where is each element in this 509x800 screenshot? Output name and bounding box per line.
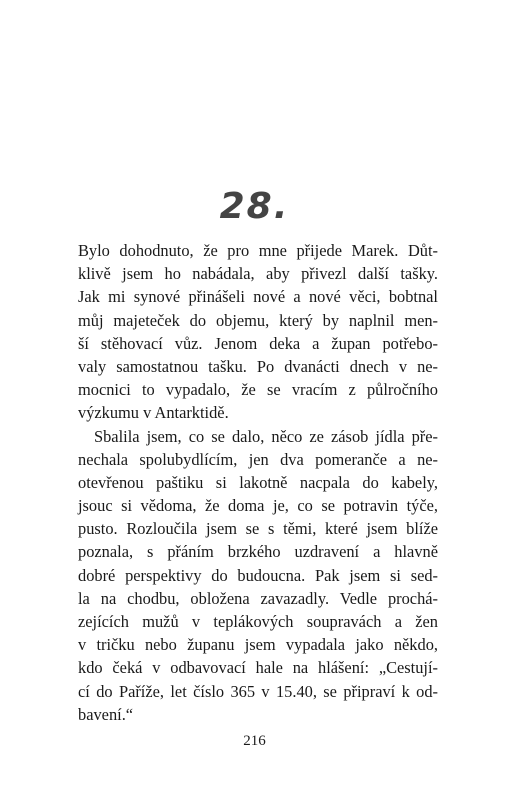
text-line: poznala, s přáním brzkého uzdravení a hlavně	[78, 542, 438, 562]
text-line: ší stěhovací vůz. Jenom deka a župan potřebo-	[78, 333, 438, 353]
text-line: valy samostatnou tašku. Po dvanácti dnech v ne-	[78, 356, 438, 376]
chapter-heading: 28.	[219, 186, 290, 227]
text-line: výzkumu v Antarktidě.	[78, 403, 229, 423]
page-number: 216	[243, 733, 266, 749]
text-line: la na chodbu, obložena zavazadly. Vedle prochá-	[78, 588, 438, 608]
text-line: můj majeteček do objemu, který by naplnil men-	[78, 310, 438, 330]
text-line: zejících mužů v teplákových soupravách a žen	[78, 612, 438, 631]
text-line: Bylo dohodnuto, že pro mne přijede Marek. Důt-	[78, 241, 438, 260]
text-line: mocnici to vypadalo, že se vracím z půlročního	[78, 380, 438, 400]
text-line: Sbalila jsem, co se dalo, něco ze zásob jídla pře-	[94, 426, 438, 446]
text-line: kdo čeká v odbavovací hale na hlášení: „Cestují-	[78, 658, 438, 678]
text-line: otevřenou paštiku si lakotně nacpala do kabely,	[78, 472, 438, 492]
text-line: pusto. Rozloučila jsem se s těmi, které jsem blíže	[78, 519, 438, 539]
text-line: v tričku nebo županu jsem vypadala jako někdo,	[78, 635, 438, 655]
text-line: dobré perspektivy do budoucna. Pak jsem si sed-	[78, 565, 438, 585]
text-line: jsouc si vědoma, že doma je, co se potravin týče,	[78, 496, 438, 516]
text-line: cí do Paříže, let číslo 365 v 15.40, se připraví k od-	[78, 681, 438, 701]
body-text	[78, 239, 438, 726]
text-line: nechala spolubydlícím, jen dva pomeranče a ne-	[78, 449, 438, 469]
text-line: bavení.“	[78, 704, 134, 724]
text-line: Jak mi synové přinášeli nové a nové věci, bobtnal	[78, 287, 438, 307]
text-line: klivě jsem ho nabádala, aby přivezl další tašky.	[78, 264, 438, 284]
